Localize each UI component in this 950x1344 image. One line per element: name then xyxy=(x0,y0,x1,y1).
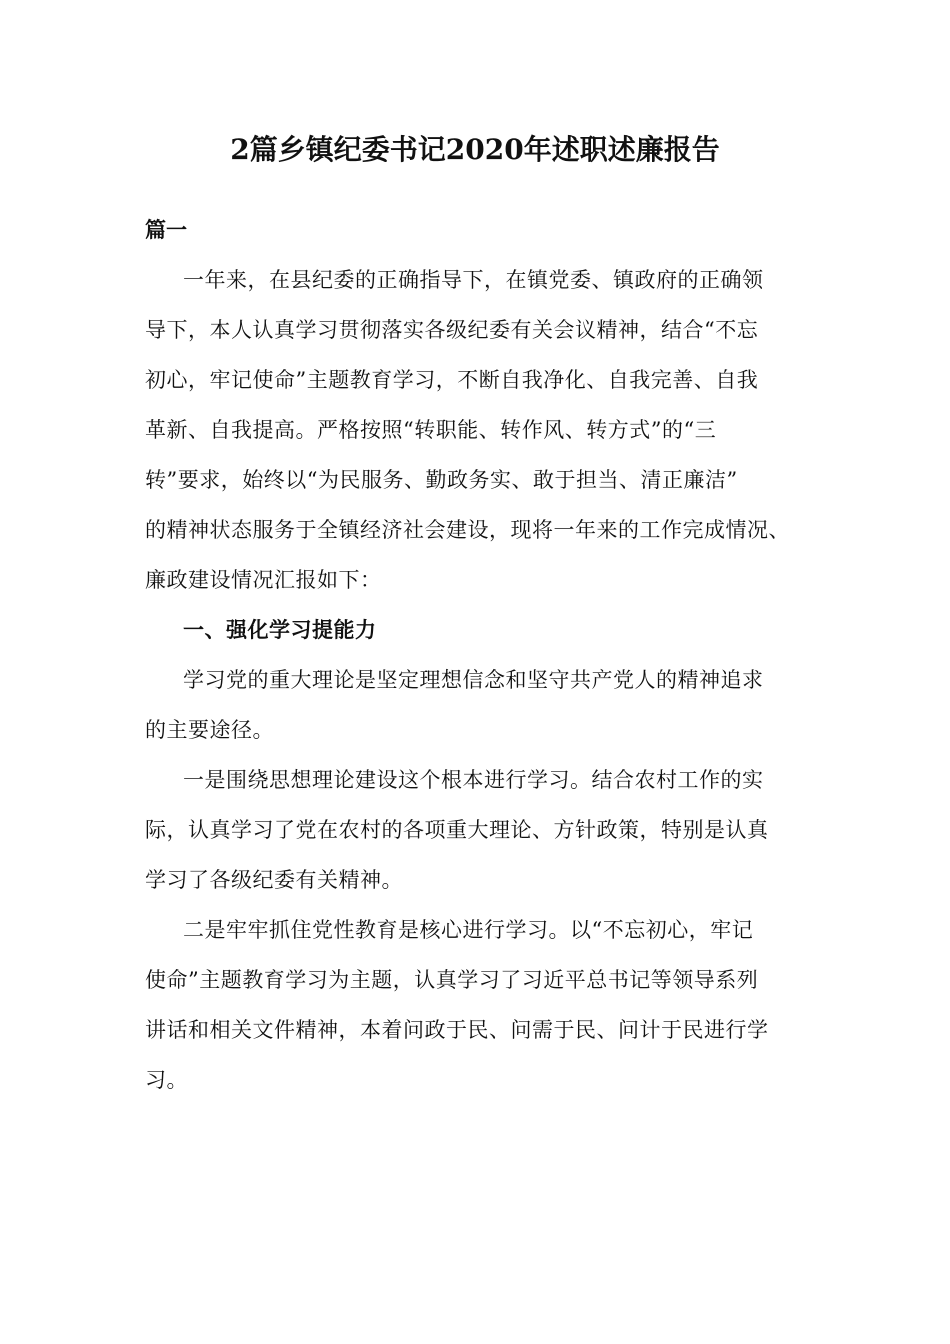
text-line: 导下，本人认真学习贯彻落实各级纪委有关会议精神，结合“不忘 xyxy=(145,318,759,342)
text-line: 学习了各级纪委有关精神。 xyxy=(145,868,403,892)
text-line: 学习党的重大理论是坚定理想信念和坚守共产党人的精神追求 xyxy=(183,668,764,692)
text-line: 讲话和相关文件精神，本着问政于民、问需于民、问计于民进行学 xyxy=(145,1018,769,1042)
text-line: 廉政建设情况汇报如下： xyxy=(145,568,382,592)
text-line: 一是围绕思想理论建设这个根本进行学习。结合农村工作的实 xyxy=(183,768,764,792)
text-line: 二是牢牢抓住党性教育是核心进行学习。以“不忘初心，牢记 xyxy=(183,918,754,942)
section-label: 篇一 xyxy=(145,217,187,242)
document-title: 2篇乡镇纪委书记2020年述职述廉报告 xyxy=(230,133,720,166)
text-line: 使命”主题教育学习为主题，认真学习了习近平总书记等领导系列 xyxy=(145,968,759,992)
document-body xyxy=(145,205,815,1105)
text-line: 的主要途径。 xyxy=(145,718,274,742)
text-line: 革新、自我提高。严格按照“转职能、转作风、转方式”的“三 xyxy=(145,418,717,442)
text-line: 习。 xyxy=(145,1068,188,1092)
text-line: 际，认真学习了党在农村的各项重大理论、方针政策，特别是认真 xyxy=(145,818,769,842)
text-line: 一年来，在县纪委的正确指导下，在镇党委、镇政府的正确领 xyxy=(183,268,764,292)
text-line: 初心，牢记使命”主题教育学习，不断自我净化、自我完善、自我 xyxy=(145,368,759,392)
text-line: 转”要求，始终以“为民服务、勤政务实、敢于担当、清正廉洁” xyxy=(145,468,738,492)
section-heading: 一、强化学习提能力 xyxy=(183,617,377,642)
text-line: 的精神状态服务于全镇经济社会建设，现将一年来的工作完成情况、 xyxy=(145,518,790,542)
